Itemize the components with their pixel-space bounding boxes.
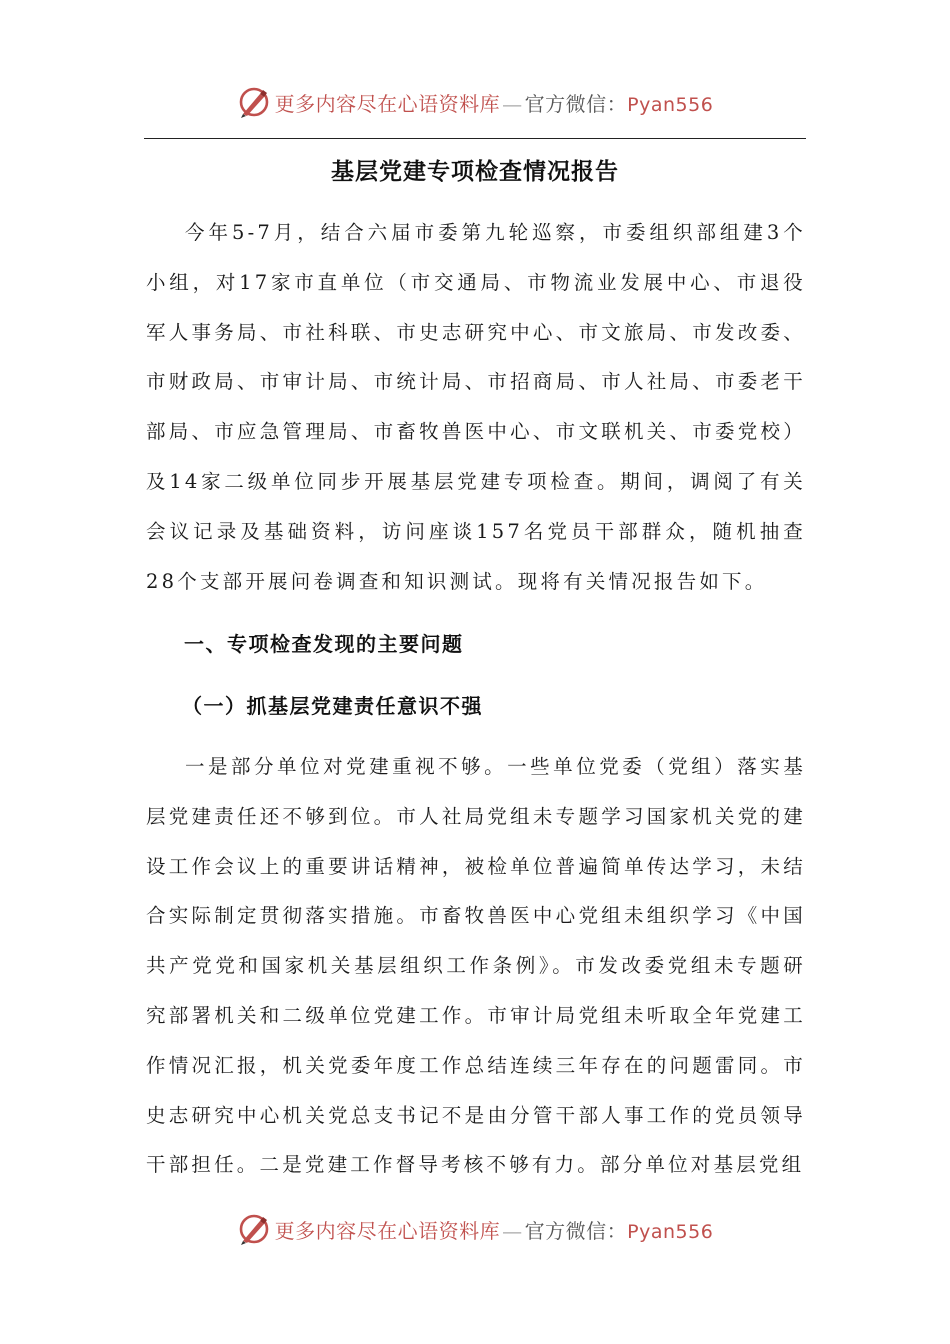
footer-banner-wechat-label: 官方微信： (524, 1218, 628, 1243)
header-banner-main: 更多内容尽在心语资料库 (274, 91, 501, 116)
subsection-heading: （一）抓基层党建责任意识不强 (182, 694, 483, 718)
footer-banner-wechat-id: Pyan556 (627, 1220, 714, 1243)
footer-banner-text (275, 1215, 714, 1244)
header-banner-text (275, 88, 714, 117)
header-banner-dash: — (502, 91, 523, 116)
body-block (146, 742, 806, 1190)
header-banner (0, 82, 950, 122)
intro-paragraph: 今年5-7月，结合六届市委第九轮巡察，市委组织部组建3个小组，对17家市直单位（市交通局、市物流业发展中心、市退役军人事务局、市社科联、市史志研究中心、市文旅局、市发改委、市财政局、市审计局、市统计局、市招商局、市人社局、市委老干部局、市应急管理局、市畜牧兽医中心、市文联机关、市委党校）及14家二级单位同步开展基层党建专项检查。期间，调阅了有关会议记录及基础资料，访问座谈157名党员干部群众，随机抽查28个支部开展问卷调查和知识测试。现将有关情况报告如下。 (146, 221, 806, 593)
footer-banner (0, 1209, 950, 1249)
intro-block (146, 208, 806, 606)
document-title: 基层党建专项检查情况报告 (331, 158, 619, 185)
pen-logo-icon (237, 1212, 271, 1246)
header-banner-wechat-label: 官方微信： (524, 91, 628, 116)
footer-banner-main: 更多内容尽在心语资料库 (274, 1218, 501, 1243)
header-banner-wechat-id: Pyan556 (627, 93, 714, 116)
pen-logo-icon (237, 85, 271, 119)
section-heading: 一、专项检查发现的主要问题 (184, 632, 464, 656)
body-paragraph: 一是部分单位对党建重视不够。一些单位党委（党组）落实基层党建责任还不够到位。市人社局党组未专题学习国家机关党的建设工作会议上的重要讲话精神，被检单位普遍简单传达学习，未结合实际制定贯彻落实措施。市畜牧兽医中心党组未组织学习《中国共产党党和国家机关基层组织工作条例》。市发改委党组未专题研究部署机关和二级单位党建工作。市审计局党组未听取全年党建工作情况汇报，机关党委年度工作总结连续三年存在的问题雷同。市史志研究中心机关党总支书记不是由分管干部人事工作的党员领导干部担任。二是党建工作督导考核不够有力。部分单位对基层党组 (146, 755, 806, 1177)
header-divider (144, 138, 806, 139)
footer-banner-dash: — (502, 1218, 523, 1243)
